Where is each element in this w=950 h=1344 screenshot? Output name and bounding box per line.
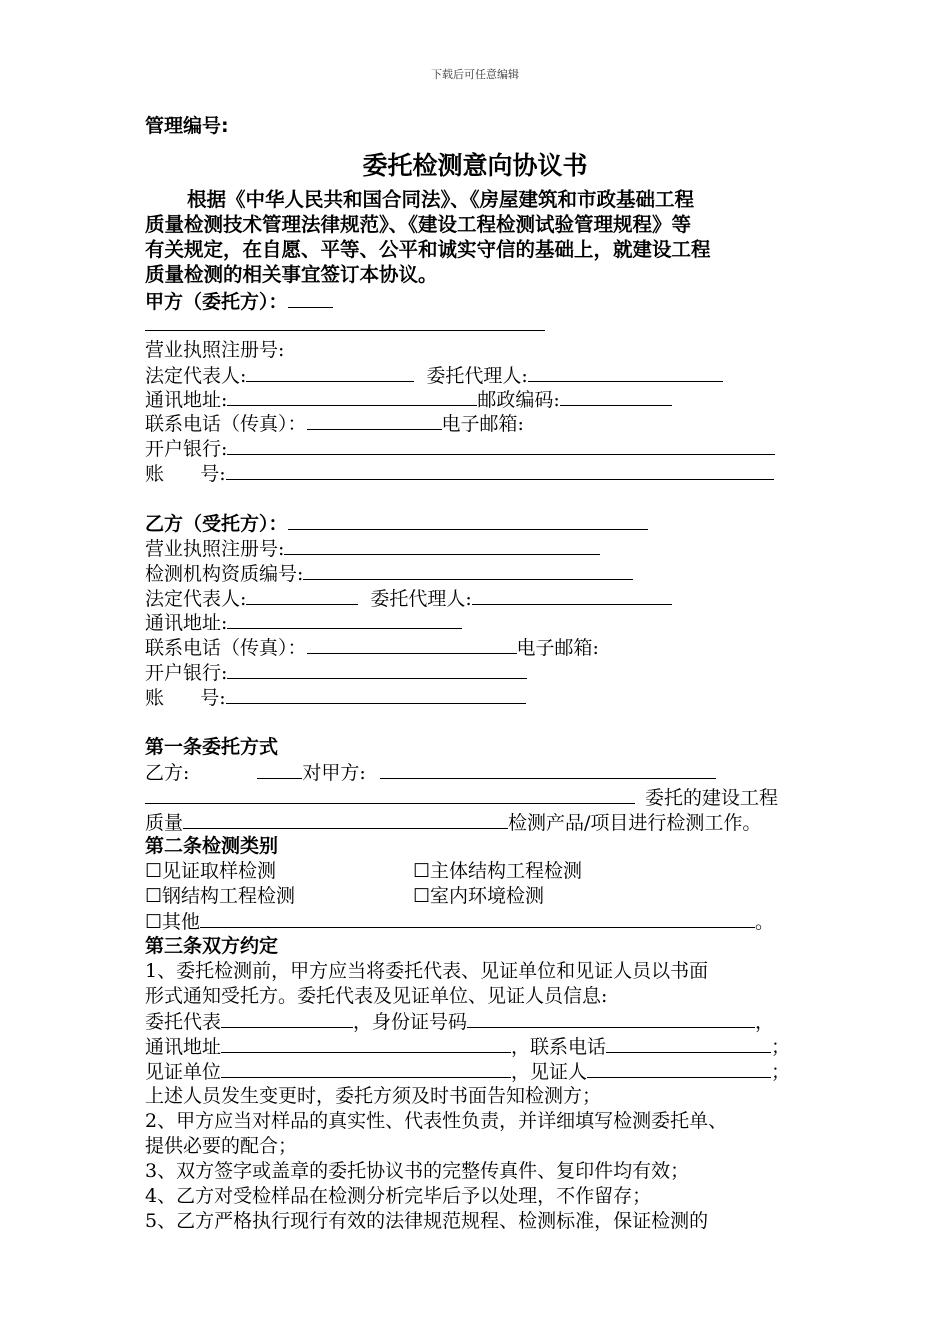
option-steel-structure[interactable]: ☐钢结构工程检测	[145, 885, 296, 907]
intro-line-3: 有关规定，在自愿、平等、公平和诚实守信的基础上，就建设工程	[145, 238, 711, 261]
management-number-label: 管理编号:	[145, 115, 229, 137]
party-a-heading: 甲方（委托方）：	[145, 289, 333, 313]
article1-quality-field[interactable]	[183, 810, 508, 829]
witness-unit-field[interactable]	[221, 1059, 511, 1078]
article1-party-b-field[interactable]	[257, 760, 302, 779]
witness-field[interactable]	[587, 1059, 771, 1078]
option-other[interactable]: ☐其他	[145, 911, 201, 933]
party-a-bank-row: 开户银行:	[145, 436, 775, 460]
article3-item2-line1: 2、甲方应当对样品的真实性、代表性负责，并详细填写检测委托单、	[145, 1110, 728, 1132]
party-b-qualification-field[interactable]	[303, 561, 633, 580]
party-a-phone-row: 联系电话（传真）： 电子邮箱:	[145, 413, 524, 435]
article1-line2: 委托的建设工程	[145, 785, 778, 809]
party-a-license-label: 营业执照注册号:	[145, 339, 285, 361]
article3-item1-line1: 1、委托检测前，甲方应当将委托代表、见证单位和见证人员以书面	[145, 960, 709, 982]
article1-line3: 质量 检测产品/项目进行检测工作。	[145, 812, 762, 834]
header-note: 下载后可任意编辑	[431, 68, 519, 81]
rep-address-field[interactable]	[221, 1034, 511, 1053]
rep-row: 委托代表 ，身份证号码 ，	[145, 1011, 775, 1033]
party-b-bank-row: 开户银行:	[145, 660, 527, 684]
option-other-row: ☐其他 。	[145, 911, 775, 933]
party-b-address-row: 通讯地址:	[145, 610, 462, 634]
article3-item1-line2: 形式通知受托方。委托代表及见证单位、见证人员信息:	[145, 985, 608, 1007]
party-b-account-field[interactable]	[226, 685, 526, 704]
party-b-legal-rep-field[interactable]	[246, 586, 358, 605]
party-a-account-row: 账 号:	[145, 461, 774, 485]
party-b-phone-field[interactable]	[307, 635, 517, 654]
option-other-field[interactable]	[200, 909, 755, 928]
party-b-license-field[interactable]	[284, 536, 600, 555]
party-a-address-row: 通讯地址: 邮政编码:	[145, 387, 672, 411]
intro-line-2: 质量检测技术管理法律规范》、《建设工程检测试验管理规程》等	[145, 213, 692, 236]
intro-line-1: 根据《中华人民共和国合同法》、《房屋建筑和市政基础工程	[187, 188, 695, 211]
party-a-legal-rep-field[interactable]	[246, 363, 414, 382]
party-a-phone-field[interactable]	[307, 411, 442, 430]
article3-item3: 3、双方签字或盖章的委托协议书的完整传真件、复印件均有效；	[145, 1160, 690, 1182]
party-b-bank-field[interactable]	[227, 660, 527, 679]
party-b-legal-rep-row: 法定代表人: 委托代理人:	[145, 586, 672, 610]
party-b-qualification-row: 检测机构资质编号:	[145, 561, 633, 585]
article1-party-a-field[interactable]	[380, 760, 716, 779]
rep-phone-field[interactable]	[606, 1034, 771, 1053]
article1-project-field[interactable]	[145, 785, 635, 804]
party-b-address-field[interactable]	[227, 610, 462, 629]
id-number-field[interactable]	[467, 1009, 755, 1028]
intro-line-4: 质量检测的相关事宜签订本协议。	[145, 263, 438, 286]
party-b-account-row: 账 号:	[145, 685, 526, 709]
article1-line1: 乙方: 对甲方:	[145, 760, 716, 784]
party-a-address-field[interactable]	[227, 387, 477, 406]
rep-field[interactable]	[221, 1009, 353, 1028]
party-b-license-row: 营业执照注册号:	[145, 536, 600, 560]
party-a-name-field[interactable]	[288, 289, 333, 308]
article2-heading: 第二条检测类别	[145, 835, 279, 857]
party-a-bank-field[interactable]	[227, 436, 775, 455]
party-b-name-field[interactable]	[288, 511, 648, 530]
party-b-heading: 乙方（受托方）：	[145, 511, 648, 535]
party-a-name-field-ext[interactable]	[145, 330, 545, 331]
article3-item2-line2: 提供必要的配合；	[145, 1135, 298, 1157]
party-a-account-field[interactable]	[226, 461, 774, 480]
change-note: 上述人员发生变更时，委托方须及时书面告知检测方；	[145, 1085, 602, 1107]
witness-row: 见证单位 ，见证人 ；	[145, 1061, 791, 1083]
article1-heading: 第一条委托方式	[145, 736, 279, 758]
article3-item4: 4、乙方对受检样品在检测分析完毕后予以处理，不作留存；	[145, 1185, 652, 1207]
article3-item5: 5、乙方严格执行现行有效的法律规范规程、检测标准，保证检测的	[145, 1210, 709, 1232]
address-phone-row: 通讯地址 ，联系电话 ；	[145, 1036, 791, 1058]
option-main-structure[interactable]: ☐主体结构工程检测	[413, 860, 583, 882]
party-b-phone-row: 联系电话（传真）： 电子邮箱:	[145, 637, 599, 659]
party-a-agent-field[interactable]	[528, 363, 723, 382]
article3-heading: 第三条双方约定	[145, 935, 279, 957]
page-title: 委托检测意向协议书	[362, 151, 588, 180]
party-b-agent-field[interactable]	[472, 586, 672, 605]
party-a-postcode-field[interactable]	[560, 387, 672, 406]
option-witness-sampling[interactable]: ☐见证取样检测	[145, 860, 277, 882]
option-indoor-environment[interactable]: ☐室内环境检测	[413, 885, 545, 907]
party-a-legal-rep-row: 法定代表人: 委托代理人:	[145, 363, 723, 387]
